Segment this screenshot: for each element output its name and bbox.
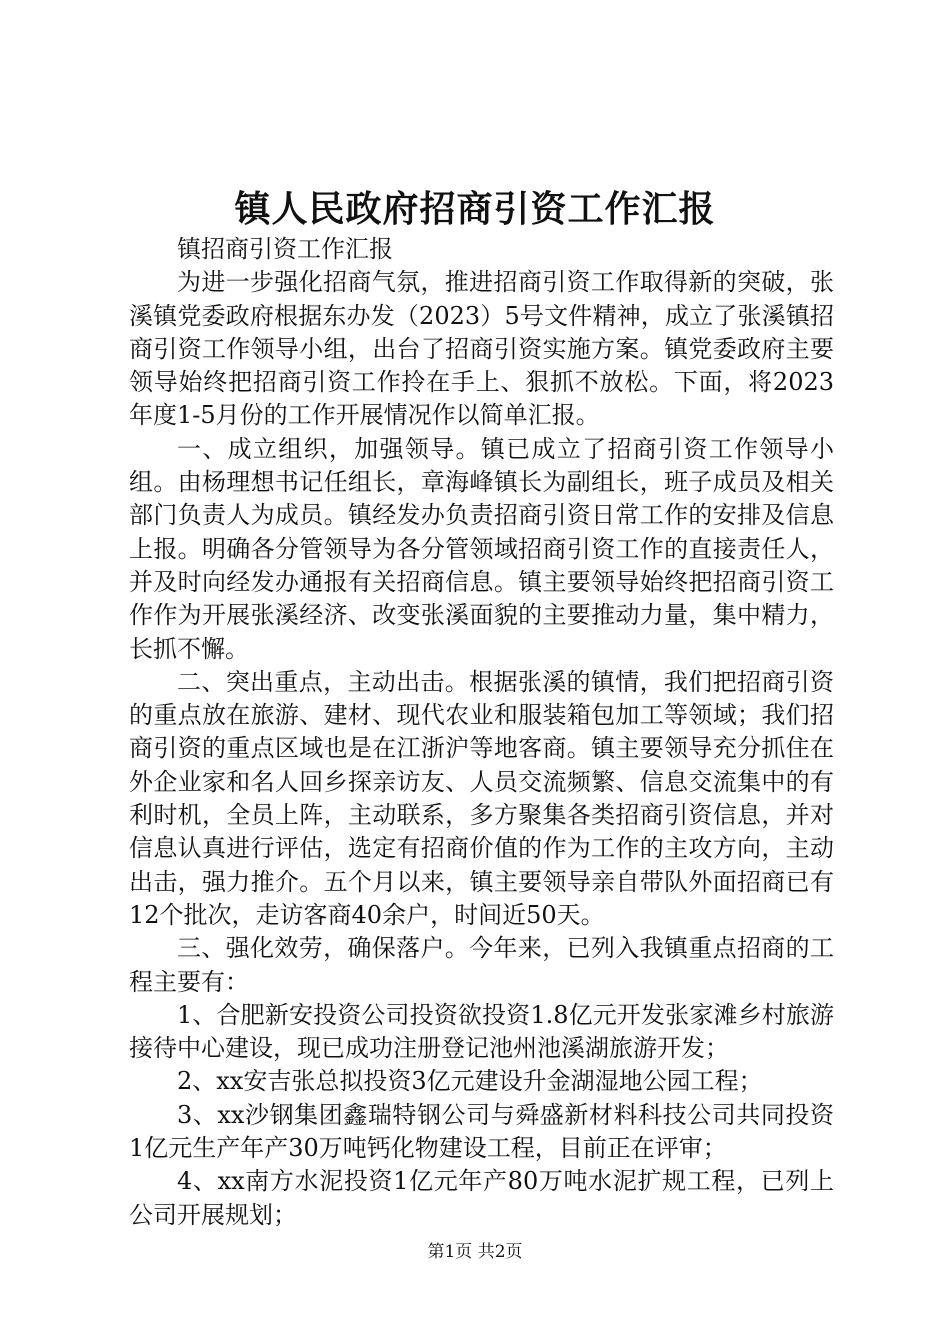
paragraph-intro: 为进一步强化招商气氛，推进招商引资工作取得新的突破，张溪镇党委政府根据东办发（2023）5号文件精神，成立了张溪镇招商引资工作领导小组，出台了招商引资实施方案。镇党委政府主要领导始终把招商引资工作拎在手上、狠抓不放松。下面，将2023年度1-5月份的工作开展情况作以简单汇报。 — [129, 268, 834, 430]
paragraph-item-2: 2、xx安吉张总拟投资3亿元建设升金湖湿地公园工程； — [177, 1067, 763, 1096]
paragraph-item-3: 3、xx沙钢集团鑫瑞特钢公司与舜盛新材料科技公司共同投资1亿元生产年产30万吨钙化物建设工程，目前正在评审； — [129, 1100, 834, 1163]
paragraph-section-2: 二、突出重点，主动出击。根据张溪的镇情，我们把招商引资的重点放在旅游、建材、现代农业和服装箱包加工等领域；我们招商引资的重点区域也是在江浙沪等地客商。镇主要领导充分抓住在外企业家和名人回乡探亲访友、人员交流频繁、信息交流集中的有利时机，全员上阵，主动联系，多方聚集各类招商引资信息，并对信息认真进行评估，选定有招商价值的作为工作的主攻方向，主动出击，强力推介。五个月以来，镇主要领导亲自带队外面招商已有12个批次，走访客商40余户，时间近50天。 — [129, 667, 834, 929]
paragraph-section-3: 三、强化效劳，确保落户。今年来，已列入我镇重点招商的工程主要有： — [129, 934, 834, 996]
paragraph-subtitle: 镇招商引资工作汇报 — [177, 235, 393, 263]
page-number-footer: 第1页 共2页 — [427, 1242, 523, 1262]
paragraph-item-1: 1、合肥新安投资公司投资欲投资1.8亿元开发张家滩乡村旅游接待中心建设，现已成功注册登记池州池溪湖旅游开发； — [129, 1000, 834, 1063]
paragraph-section-1: 一、成立组织，加强领导。镇已成立了招商引资工作领导小组。由杨理想书记任组长，章海峰镇长为副组长，班子成员及相关部门负责人为成员。镇经发办负责招商引资日常工作的安排及信息上报。明确各分管领导为各分管领域招商引资工作的直接责任人，并及时向经发办通报有关招商信息。镇主要领导始终把招商引资工作作为开展张溪经济、改变张溪面貌的主要推动力量，集中精力，长抓不懈。 — [129, 434, 834, 663]
paragraph-item-4: 4、xx南方水泥投资1亿元年产80万吨水泥扩规工程，已列上公司开展规划； — [129, 1167, 834, 1229]
document-title: 镇人民政府招商引资工作汇报 — [234, 188, 716, 230]
document-body — [129, 233, 834, 1232]
